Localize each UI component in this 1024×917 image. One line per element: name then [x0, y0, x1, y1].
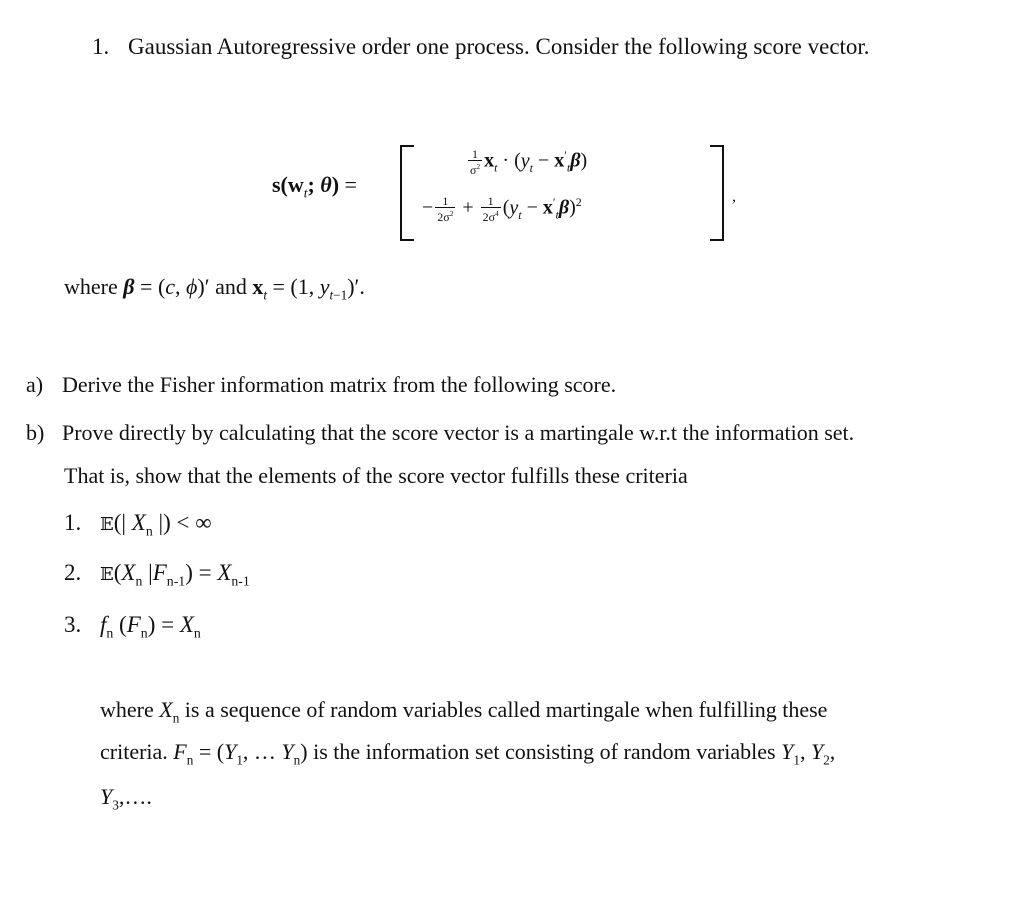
question-a-text: Derive the Fisher information matrix from the following score.	[62, 372, 617, 397]
criterion-2: 2. $𝔼(X_n$ $|F_{n-1}) = X_{n-1}$	[64, 560, 250, 589]
problem-title-text: Gaussian Autoregressive order one process. Consider the following score vector.	[128, 34, 870, 59]
score-lhs: $s(w_t$; θ) =	[272, 172, 357, 201]
footer-criteria: criteria.	[100, 739, 168, 764]
footer-line-2-text: is the information set consisting of random variables	[313, 739, 776, 764]
question-b	[26, 420, 854, 446]
question-a-label: a)	[26, 372, 44, 397]
footer-line-1: where $X_n$ is a sequence of random variables called martingale when fulfilling these	[100, 697, 828, 726]
question-b-text: Prove directly by calculating that the score vector is a martingale w.r.t the information set.	[62, 420, 855, 445]
right-bracket	[710, 145, 724, 241]
problem-title	[92, 34, 870, 60]
left-bracket	[400, 145, 414, 241]
criterion-1-number: 1.	[64, 510, 82, 535]
where-definition: where β = (c, ϕ)′ and $x_t = (1$, $y_{t-1})'$.	[64, 274, 365, 303]
score-row-2: − $\frac{1}{2\sigma^2}$ + $\frac{1}{2\sigma^4}$ $(y_t - x'_t\beta)^2$	[422, 194, 582, 225]
criterion-1: 1. 𝔼(| $X_n$ |) < ∞	[64, 510, 212, 539]
criterion-2-number: 2.	[64, 560, 82, 585]
footer-where: where	[100, 697, 154, 722]
question-b-continued: That is, show that the elements of the score vector fulfills these criteria	[64, 463, 688, 488]
question-b-label: b)	[26, 420, 45, 445]
and-word: and	[215, 274, 247, 299]
where-word: where	[64, 274, 118, 299]
footer-line-1-text: is a sequence of random variables called martingale when fulfilling these	[184, 697, 828, 722]
problem-number: 1.	[92, 34, 110, 59]
criterion-3-number: 3.	[64, 612, 82, 637]
footer-line-2: criteria. $F_n = (Y_1$, … $Y_n$) is the information set consisting of random variables $Y_1$, $Y_2$,	[100, 739, 836, 768]
criterion-3: 3. $f_n$ $(F_n) = X_n$	[64, 612, 201, 641]
trailing-comma: ,	[732, 188, 736, 205]
score-row-1: $\frac{1}{\sigma^2}$ $x_t \cdot (y_t - x'_t\beta)$	[470, 147, 588, 178]
question-a	[26, 372, 616, 398]
footer-line-3: $Y_3,\dots$.	[100, 784, 152, 813]
